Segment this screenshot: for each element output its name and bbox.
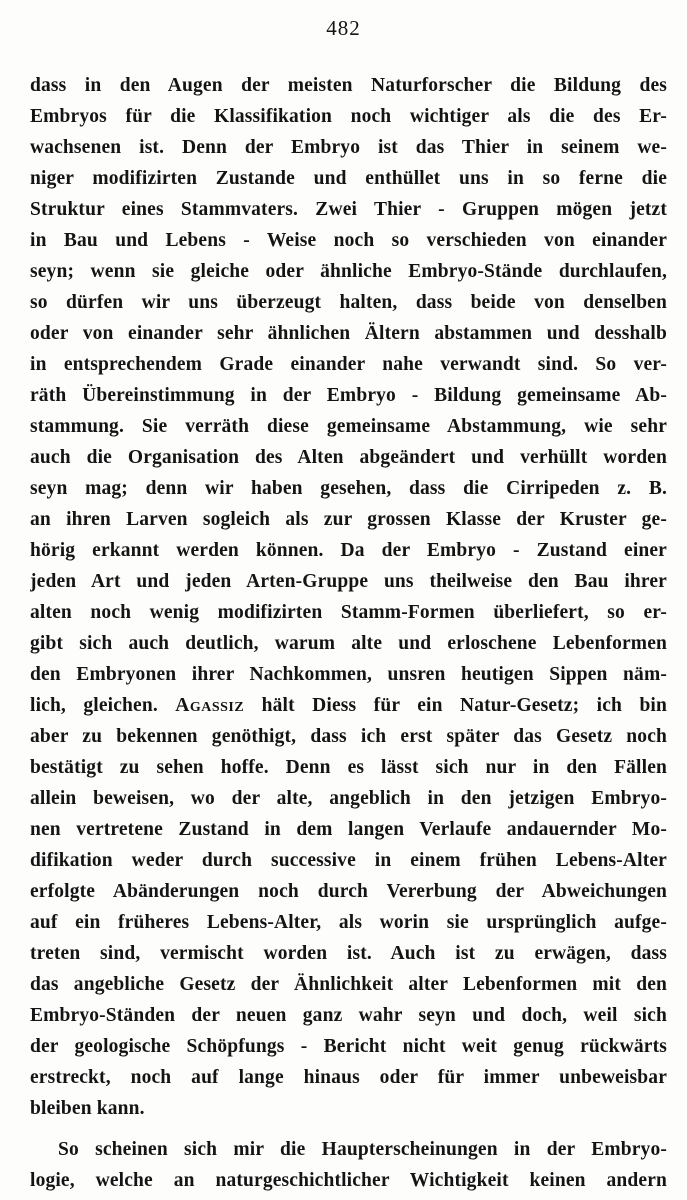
paragraph-2 [30,1134,667,1196]
text-line: räth Übereinstimmung in der Embryo - Bildung gemeinsame Ab- [30,385,667,406]
text-line: niger modifizirten Zustande und enthüllet uns in so ferne die [30,168,667,189]
text-line: Embryo-Ständen der neuen ganz wahr seyn und doch, weil sich [30,1005,667,1026]
text-line: treten sind, vermischt worden ist. Auch ist zu erwägen, dass [30,943,667,964]
text-line: Struktur eines Stammvaters. Zwei Thier - Gruppen mögen jetzt [30,199,667,220]
text-line: seyn; wenn sie gleiche oder ähnliche Embryo-Stände durchlaufen, [30,261,667,282]
text-line: dass in den Augen der meisten Naturforscher die Bildung des [30,75,667,96]
text-line: auch die Organisation des Alten abgeändert und verhüllt worden [30,447,667,468]
text-line: bleiben kann. [30,1098,145,1119]
text-line: erstreckt, noch auf lange hinaus oder für immer unbeweisbar [30,1067,667,1088]
text-fragment: lich, gleichen. [30,695,158,716]
text-line: difikation weder durch successive in einem frühen Lebens-Alter [30,850,667,871]
text-line: logie, welche an naturgeschichtlicher Wichtigkeit keinen andern [30,1170,667,1191]
text-line: der geologische Schöpfungs - Bericht nicht weit genug rückwärts [30,1036,667,1057]
text-line: bestätigt zu sehen hoffe. Denn es lässt sich nur in den Fällen [30,757,667,778]
text-line: den Embryonen ihrer Nachkommen, unsren heutigen Sippen näm- [30,664,667,685]
text-line: aber zu bekennen genöthigt, dass ich erst später das Gesetz noch [30,726,667,747]
text-line: erfolgte Abänderungen noch durch Vererbung der Abweichungen [30,881,667,902]
text-line: stammung. Sie verräth diese gemeinsame Abstammung, wie sehr [30,416,667,437]
paragraph-gap [30,1124,667,1134]
page-number: 482 [326,16,361,40]
text-line: seyn mag; denn wir haben gesehen, dass die Cirripeden z. B. [30,478,667,499]
text-line: an ihren Larven sogleich als zur grossen Klasse der Kruster ge- [30,509,667,530]
text-line: in Bau und Lebens - Weise noch so verschieden von einander [30,230,667,251]
text-fragment: hält Diess für ein Natur-Gesetz; ich bin [261,695,667,716]
text-line: in entsprechendem Grade einander nahe verwandt sind. So ver- [30,354,667,375]
text-line-with-author [30,690,667,721]
text-line: So scheinen sich mir die Haupterscheinungen in der Embryo- [58,1139,667,1160]
text-line: gibt sich auch deutlich, warum alte und erloschene Lebenformen [30,633,667,654]
body-text [30,70,667,1196]
text-line: Embryos für die Klassifikation noch wichtiger als die des Er- [30,106,667,127]
text-line: das angebliche Gesetz der Ähnlichkeit alter Lebenformen mit den [30,974,667,995]
text-line: nen vertretene Zustand in dem langen Verlaufe andauernder Mo- [30,819,667,840]
text-line: jeden Art und jeden Arten-Gruppe uns theilweise den Bau ihrer [30,571,667,592]
text-line: so dürfen wir uns überzeugt halten, dass beide von denselben [30,292,667,313]
text-line: auf ein früheres Lebens-Alter, als worin sie ursprünglich aufge- [30,912,667,933]
text-line: hörig erkannt werden können. Da der Embryo - Zustand einer [30,540,667,561]
text-line: alten noch wenig modifizirten Stamm-Formen überliefert, so er- [30,602,667,623]
text-line: allein beweisen, wo der alte, angeblich in den jetzigen Embryo- [30,788,667,809]
text-line: wachsenen ist. Denn der Embryo ist das Thier in seinem we- [30,137,667,158]
text-line: oder von einander sehr ähnlichen Ältern abstammen und desshalb [30,323,667,344]
author-name: Agassiz [175,695,245,716]
paragraph-1 [30,70,667,1124]
